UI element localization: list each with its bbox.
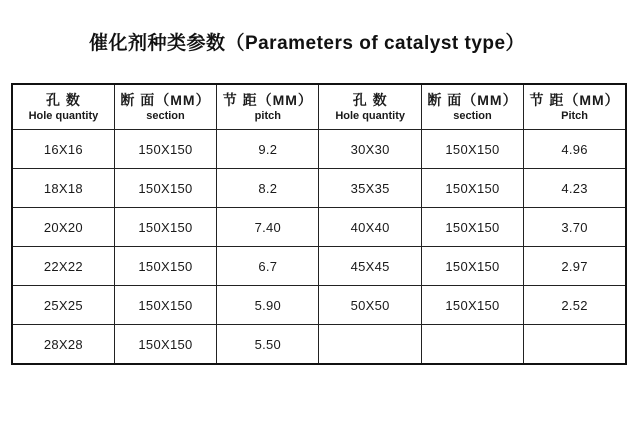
- table-cell: 50X50: [319, 286, 421, 325]
- header-cell-pitch-right: [524, 84, 626, 130]
- table-cell: 150X150: [421, 208, 523, 247]
- table-cell: 20X20: [12, 208, 114, 247]
- table-cell: 18X18: [12, 169, 114, 208]
- header-en-label: Pitch: [561, 109, 589, 122]
- table-cell: 16X16: [12, 130, 114, 169]
- header-cell-section-right: [421, 84, 523, 130]
- header-en-label: Hole quantity: [28, 109, 99, 122]
- header-cell-pitch-left: [217, 84, 319, 130]
- table-cell: [319, 325, 421, 365]
- header-cell-section-left: [114, 84, 216, 130]
- table-cell: 4.96: [524, 130, 626, 169]
- header-zh-label: 断 面（MM）: [120, 91, 211, 108]
- table-row: [12, 286, 626, 325]
- table-row: [12, 169, 626, 208]
- header-zh-label: 孔 数: [45, 91, 81, 108]
- table-cell: [421, 325, 523, 365]
- table-row: [12, 130, 626, 169]
- table-header: [12, 84, 626, 130]
- table-cell: 25X25: [12, 286, 114, 325]
- header-en-label: section: [146, 109, 185, 122]
- table-cell: 150X150: [114, 130, 216, 169]
- table-cell: 22X22: [12, 247, 114, 286]
- header-zh-label: 节 距（MM）: [222, 91, 313, 108]
- table-cell: 30X30: [319, 130, 421, 169]
- table-cell: 35X35: [319, 169, 421, 208]
- header-en-label: pitch: [254, 109, 281, 122]
- table-cell: 8.2: [217, 169, 319, 208]
- header-en-label: Hole quantity: [335, 109, 405, 122]
- header-cell-hole-quantity-right: [319, 84, 421, 130]
- catalyst-parameters-table: [11, 83, 627, 365]
- table-cell: 2.52: [524, 286, 626, 325]
- table-cell: 150X150: [114, 325, 216, 365]
- table-cell: 9.2: [217, 130, 319, 169]
- table-cell: 4.23: [524, 169, 626, 208]
- table-cell: 6.7: [217, 247, 319, 286]
- table-cell: 150X150: [421, 169, 523, 208]
- table-cell: 3.70: [524, 208, 626, 247]
- page-title: 催化剂种类参数（Parameters of catalyst type）: [88, 33, 526, 54]
- table-row: [12, 247, 626, 286]
- table-cell: 40X40: [319, 208, 421, 247]
- header-zh-label: 节 距（MM）: [529, 91, 620, 108]
- table-cell: 2.97: [524, 247, 626, 286]
- table-cell: 45X45: [319, 247, 421, 286]
- header-row: [12, 84, 626, 130]
- table-cell: 150X150: [114, 286, 216, 325]
- header-cell-hole-quantity-left: [12, 84, 114, 130]
- table-cell: 5.50: [217, 325, 319, 365]
- table-cell: [524, 325, 626, 365]
- table-cell: 7.40: [217, 208, 319, 247]
- table-cell: 150X150: [421, 130, 523, 169]
- header-en-label: section: [453, 109, 492, 122]
- table-cell: 5.90: [217, 286, 319, 325]
- table-body: [12, 130, 626, 365]
- table-cell: 150X150: [421, 286, 523, 325]
- table-cell: 150X150: [114, 169, 216, 208]
- table-cell: 150X150: [421, 247, 523, 286]
- table-row: [12, 208, 626, 247]
- header-zh-label: 断 面（MM）: [427, 91, 518, 108]
- header-zh-label: 孔 数: [352, 91, 388, 108]
- table-row: [12, 325, 626, 365]
- table-cell: 150X150: [114, 208, 216, 247]
- table-cell: 150X150: [114, 247, 216, 286]
- table-cell: 28X28: [12, 325, 114, 365]
